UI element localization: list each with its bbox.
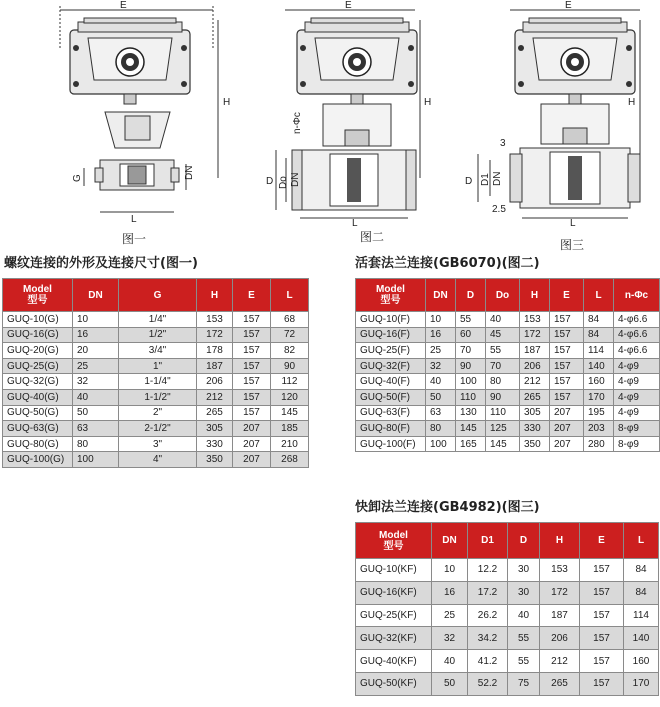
table-row	[356, 374, 660, 390]
model-cell: GUQ-16(KF)	[356, 581, 432, 604]
technical-drawings	[0, 0, 660, 260]
model-cell: GUQ-40(F)	[356, 374, 426, 390]
value-cell: 3/4"	[119, 343, 197, 359]
fig3-label-d: D	[465, 176, 473, 187]
value-cell: 125	[486, 421, 520, 437]
value-cell: 55	[486, 343, 520, 359]
value-cell: 4"	[119, 452, 197, 468]
value-cell: 41.2	[468, 650, 508, 673]
table-row	[3, 343, 309, 359]
value-cell: 172	[520, 327, 550, 343]
value-cell: 1/4"	[119, 312, 197, 328]
table-row	[356, 604, 659, 627]
fig3-label-l: L	[570, 218, 576, 229]
value-cell: 157	[550, 343, 584, 359]
fig3-caption: 图三	[560, 238, 585, 252]
value-cell: 20	[73, 343, 119, 359]
value-cell: 4-φ9	[614, 405, 660, 421]
value-cell: 16	[426, 327, 456, 343]
value-cell: 12.2	[468, 559, 508, 582]
value-cell: 50	[73, 405, 119, 421]
col-d-header: D	[456, 279, 486, 312]
model-cell: GUQ-32(F)	[356, 358, 426, 374]
fig3-label-d1: D1	[480, 173, 491, 186]
value-cell: 112	[271, 374, 309, 390]
value-cell: 100	[426, 436, 456, 452]
value-cell: 207	[233, 436, 271, 452]
value-cell: 207	[550, 405, 584, 421]
value-cell: 172	[197, 327, 233, 343]
value-cell: 157	[580, 604, 624, 627]
table2-body	[356, 312, 660, 452]
value-cell: 4-φ9	[614, 389, 660, 405]
value-cell: 120	[271, 389, 309, 405]
value-cell: 195	[584, 405, 614, 421]
model-cell: GUQ-10(G)	[3, 312, 73, 328]
value-cell: 90	[271, 358, 309, 374]
value-cell: 157	[550, 358, 584, 374]
fig2-label-nphic: n-Φc	[292, 112, 303, 134]
value-cell: 350	[520, 436, 550, 452]
table2-title: 活套法兰连接(GB6070)(图二)	[355, 256, 540, 271]
table-row	[3, 421, 309, 437]
table-row	[3, 405, 309, 421]
value-cell: 330	[197, 436, 233, 452]
value-cell: 40	[486, 312, 520, 328]
value-cell: 2"	[119, 405, 197, 421]
value-cell: 187	[520, 343, 550, 359]
value-cell: 68	[271, 312, 309, 328]
table1-body	[3, 312, 309, 468]
table-row	[3, 327, 309, 343]
fig3-label-h: H	[628, 97, 636, 108]
value-cell: 157	[233, 405, 271, 421]
col-e-header: E	[580, 523, 624, 559]
fig2-caption: 图二	[360, 230, 385, 244]
table-row	[356, 627, 659, 650]
value-cell: 1/2"	[119, 327, 197, 343]
model-cell: GUQ-100(G)	[3, 452, 73, 468]
col-nphic-header: n-Φc	[614, 279, 660, 312]
value-cell: 26.2	[468, 604, 508, 627]
table-header-row	[3, 279, 309, 312]
value-cell: 52.2	[468, 672, 508, 695]
value-cell: 17.2	[468, 581, 508, 604]
model-cell: GUQ-50(G)	[3, 405, 73, 421]
col-d1-header: D1	[468, 523, 508, 559]
table3-title: 快卸法兰连接(GB4982)(图三)	[355, 500, 540, 515]
fig2-label-l: L	[352, 218, 358, 229]
fig3-label-2-5: 2.5	[492, 204, 506, 215]
fig2-label-do: Do	[278, 176, 289, 189]
model-header: Model 型号	[356, 523, 432, 559]
value-cell: 268	[271, 452, 309, 468]
value-cell: 84	[584, 312, 614, 328]
value-cell: 63	[73, 421, 119, 437]
value-cell: 305	[520, 405, 550, 421]
value-cell: 207	[550, 436, 584, 452]
value-cell: 110	[486, 405, 520, 421]
table-row	[3, 374, 309, 390]
col-l-header: L	[584, 279, 614, 312]
col-h-header: H	[197, 279, 233, 312]
model-cell: GUQ-50(KF)	[356, 672, 432, 695]
value-cell: 172	[540, 581, 580, 604]
table-row	[3, 436, 309, 452]
fig2-label-e: E	[345, 0, 352, 11]
value-cell: 350	[197, 452, 233, 468]
value-cell: 140	[624, 627, 659, 650]
value-cell: 114	[624, 604, 659, 627]
value-cell: 157	[580, 627, 624, 650]
table-row	[356, 343, 660, 359]
figure-3-quick-clamp	[465, 0, 640, 229]
value-cell: 32	[73, 374, 119, 390]
fig3-label-3: 3	[500, 138, 506, 149]
value-cell: 30	[508, 559, 540, 582]
col-do-header: Do	[486, 279, 520, 312]
col-dn-header: DN	[73, 279, 119, 312]
value-cell: 170	[584, 389, 614, 405]
value-cell: 32	[426, 358, 456, 374]
table-row	[3, 312, 309, 328]
value-cell: 63	[426, 405, 456, 421]
value-cell: 157	[580, 650, 624, 673]
value-cell: 157	[233, 374, 271, 390]
col-d-header: D	[508, 523, 540, 559]
fig1-label-g: G	[72, 174, 83, 182]
value-cell: 32	[432, 627, 468, 650]
value-cell: 305	[197, 421, 233, 437]
value-cell: 4-φ6.6	[614, 343, 660, 359]
value-cell: 1-1/2"	[119, 389, 197, 405]
value-cell: 145	[271, 405, 309, 421]
value-cell: 330	[520, 421, 550, 437]
value-cell: 157	[580, 581, 624, 604]
table-row	[356, 389, 660, 405]
value-cell: 2-1/2"	[119, 421, 197, 437]
fig2-label-h: H	[424, 97, 432, 108]
value-cell: 187	[540, 604, 580, 627]
value-cell: 10	[426, 312, 456, 328]
model-cell: GUQ-100(F)	[356, 436, 426, 452]
value-cell: 157	[550, 327, 584, 343]
col-dn-header: DN	[426, 279, 456, 312]
value-cell: 1-1/4"	[119, 374, 197, 390]
value-cell: 4-φ9	[614, 374, 660, 390]
value-cell: 207	[233, 421, 271, 437]
value-cell: 114	[584, 343, 614, 359]
value-cell: 185	[271, 421, 309, 437]
fig1-caption: 图一	[122, 232, 147, 246]
table-row	[3, 452, 309, 468]
model-cell: GUQ-16(G)	[3, 327, 73, 343]
value-cell: 84	[624, 559, 659, 582]
value-cell: 153	[540, 559, 580, 582]
value-cell: 50	[432, 672, 468, 695]
model-cell: GUQ-32(G)	[3, 374, 73, 390]
value-cell: 157	[550, 374, 584, 390]
value-cell: 55	[456, 312, 486, 328]
value-cell: 145	[456, 421, 486, 437]
value-cell: 70	[456, 343, 486, 359]
value-cell: 157	[550, 389, 584, 405]
value-cell: 187	[197, 358, 233, 374]
model-cell: GUQ-50(F)	[356, 389, 426, 405]
table3-body	[356, 559, 659, 696]
model-cell: GUQ-40(G)	[3, 389, 73, 405]
value-cell: 72	[271, 327, 309, 343]
flanged-spec-table	[355, 278, 660, 452]
model-cell: GUQ-80(G)	[3, 436, 73, 452]
model-cell: GUQ-32(KF)	[356, 627, 432, 650]
table-row	[356, 421, 660, 437]
fig1-label-l: L	[131, 214, 137, 225]
value-cell: 160	[624, 650, 659, 673]
value-cell: 90	[456, 358, 486, 374]
value-cell: 265	[520, 389, 550, 405]
value-cell: 207	[550, 421, 584, 437]
model-header: Model 型号	[356, 279, 426, 312]
table-row	[356, 559, 659, 582]
value-cell: 265	[197, 405, 233, 421]
value-cell: 157	[233, 389, 271, 405]
table-row	[356, 405, 660, 421]
model-cell: GUQ-25(F)	[356, 343, 426, 359]
value-cell: 165	[456, 436, 486, 452]
table-row	[356, 650, 659, 673]
model-cell: GUQ-10(F)	[356, 312, 426, 328]
model-cell: GUQ-20(G)	[3, 343, 73, 359]
model-cell: GUQ-40(KF)	[356, 650, 432, 673]
fig3-label-e: E	[565, 0, 572, 11]
value-cell: 130	[456, 405, 486, 421]
value-cell: 140	[584, 358, 614, 374]
col-h-header: H	[540, 523, 580, 559]
value-cell: 157	[550, 312, 584, 328]
value-cell: 4-φ6.6	[614, 312, 660, 328]
value-cell: 16	[432, 581, 468, 604]
fig1-label-e: E	[120, 0, 127, 11]
model-cell: GUQ-80(F)	[356, 421, 426, 437]
value-cell: 25	[73, 358, 119, 374]
value-cell: 80	[73, 436, 119, 452]
value-cell: 70	[486, 358, 520, 374]
table-row	[3, 358, 309, 374]
value-cell: 90	[486, 389, 520, 405]
value-cell: 100	[73, 452, 119, 468]
model-cell: GUQ-63(F)	[356, 405, 426, 421]
value-cell: 3"	[119, 436, 197, 452]
quick-clamp-spec-table	[355, 522, 659, 696]
value-cell: 10	[73, 312, 119, 328]
value-cell: 80	[426, 421, 456, 437]
table1-title: 螺纹连接的外形及连接尺寸(图一)	[4, 256, 198, 271]
value-cell: 16	[73, 327, 119, 343]
value-cell: 206	[197, 374, 233, 390]
model-cell: GUQ-25(KF)	[356, 604, 432, 627]
value-cell: 160	[584, 374, 614, 390]
table-row	[356, 581, 659, 604]
value-cell: 153	[197, 312, 233, 328]
value-cell: 145	[486, 436, 520, 452]
model-header: Model 型号	[3, 279, 73, 312]
value-cell: 157	[233, 343, 271, 359]
value-cell: 80	[486, 374, 520, 390]
value-cell: 203	[584, 421, 614, 437]
value-cell: 25	[432, 604, 468, 627]
value-cell: 157	[233, 327, 271, 343]
fig1-label-h: H	[223, 97, 231, 108]
value-cell: 55	[508, 650, 540, 673]
value-cell: 178	[197, 343, 233, 359]
value-cell: 60	[456, 327, 486, 343]
value-cell: 40	[73, 389, 119, 405]
value-cell: 40	[508, 604, 540, 627]
value-cell: 157	[233, 312, 271, 328]
table-row	[356, 436, 660, 452]
value-cell: 82	[271, 343, 309, 359]
value-cell: 110	[456, 389, 486, 405]
figure-2-flanged	[266, 0, 431, 229]
value-cell: 210	[271, 436, 309, 452]
figure-1-threaded	[60, 0, 230, 225]
value-cell: 10	[432, 559, 468, 582]
value-cell: 45	[486, 327, 520, 343]
value-cell: 8-φ9	[614, 436, 660, 452]
value-cell: 280	[584, 436, 614, 452]
value-cell: 153	[520, 312, 550, 328]
value-cell: 157	[580, 559, 624, 582]
value-cell: 206	[520, 358, 550, 374]
col-e-header: E	[550, 279, 584, 312]
model-cell: GUQ-25(G)	[3, 358, 73, 374]
value-cell: 30	[508, 581, 540, 604]
fig3-label-dn: DN	[492, 171, 503, 186]
fig2-label-d: D	[266, 176, 274, 187]
value-cell: 100	[456, 374, 486, 390]
value-cell: 84	[624, 581, 659, 604]
value-cell: 55	[508, 627, 540, 650]
value-cell: 75	[508, 672, 540, 695]
value-cell: 40	[432, 650, 468, 673]
threaded-spec-table	[2, 278, 309, 468]
value-cell: 170	[624, 672, 659, 695]
value-cell: 212	[540, 650, 580, 673]
table-row	[3, 389, 309, 405]
model-cell: GUQ-16(F)	[356, 327, 426, 343]
fig1-label-dn: DN	[184, 165, 195, 180]
table-header-row	[356, 523, 659, 559]
col-dn-header: DN	[432, 523, 468, 559]
table-header-row	[356, 279, 660, 312]
col-l-header: L	[271, 279, 309, 312]
value-cell: 40	[426, 374, 456, 390]
value-cell: 4-φ9	[614, 358, 660, 374]
col-h-header: H	[520, 279, 550, 312]
fig2-label-dn: DN	[290, 172, 301, 187]
table-row	[356, 672, 659, 695]
value-cell: 157	[580, 672, 624, 695]
value-cell: 207	[233, 452, 271, 468]
value-cell: 34.2	[468, 627, 508, 650]
value-cell: 25	[426, 343, 456, 359]
model-cell: GUQ-10(KF)	[356, 559, 432, 582]
col-e-header: E	[233, 279, 271, 312]
value-cell: 4-φ6.6	[614, 327, 660, 343]
value-cell: 50	[426, 389, 456, 405]
value-cell: 212	[520, 374, 550, 390]
value-cell: 212	[197, 389, 233, 405]
col-l-header: L	[624, 523, 659, 559]
table-row	[356, 312, 660, 328]
value-cell: 1"	[119, 358, 197, 374]
value-cell: 84	[584, 327, 614, 343]
model-cell: GUQ-63(G)	[3, 421, 73, 437]
table-row	[356, 327, 660, 343]
table-row	[356, 358, 660, 374]
value-cell: 265	[540, 672, 580, 695]
value-cell: 8-φ9	[614, 421, 660, 437]
value-cell: 206	[540, 627, 580, 650]
value-cell: 157	[233, 358, 271, 374]
col-g-header: G	[119, 279, 197, 312]
